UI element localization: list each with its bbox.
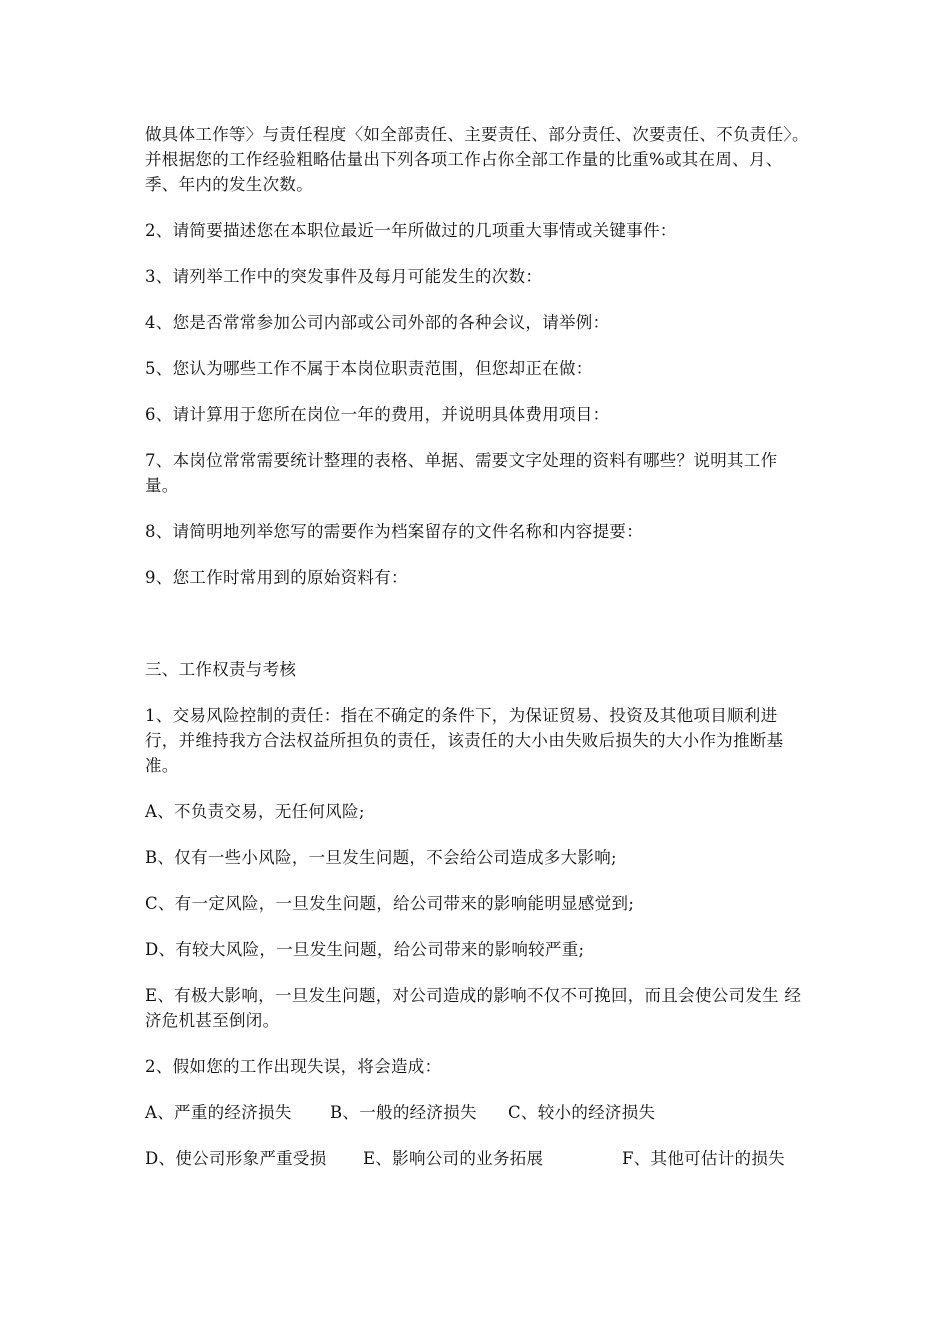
loss-option-a: A、严重的经济损失 (145, 1103, 292, 1122)
risk-option-a: A、不负责交易，无任何风险; (145, 802, 365, 821)
loss-option-c: C、较小的经济损失 (508, 1103, 656, 1122)
section-title: 三、工作权责与考核 (145, 660, 297, 679)
question-4: 4、您是否常常参加公司内部或公司外部的各种会议，请举例： (145, 313, 610, 332)
question-8: 8、请简明地列举您写的需要作为档案留存的文件名称和内容提要： (145, 522, 643, 541)
question-9: 9、您工作时常用到的原始资料有： (145, 568, 408, 587)
question-2: 2、请简要描述您在本职位最近一年所做过的几项重大事情或关键事件： (145, 221, 677, 240)
document-body (145, 122, 810, 1192)
loss-options-row-1 (145, 1100, 810, 1125)
risk-option-c: C、有一定风险，一旦发生问题，给公司带来的影响能明显感觉到; (145, 894, 635, 913)
responsibility-item-2: 2、假如您的工作出现失误，将会造成： (145, 1057, 442, 1076)
loss-option-e: E、影响公司的业务拓展 (363, 1149, 544, 1168)
loss-option-d: D、使公司形象严重受损 (145, 1149, 327, 1168)
question-5: 5、您认为哪些工作不属于本岗位职责范围，但您却正在做： (145, 359, 593, 378)
loss-option-b: B、一般的经济损失 (330, 1103, 477, 1122)
section-gap (145, 611, 810, 657)
responsibility-item-1: 1、交易风险控制的责任：指在不确定的条件下，为保证贸易、投资及其他项目顺利进行，并维持我方合法权益所担负的责任，该责任的大小由失败后损失的大小作为推断基准。 (145, 706, 784, 775)
risk-option-d: D、有较大风险，一旦发生问题，给公司带来的影响较严重; (145, 940, 585, 959)
risk-option-e: E、有极大影响，一旦发生问题，对公司造成的影响不仅不可挽回，而且会使公司发生 经济危机甚至倒闭。 (145, 986, 802, 1030)
question-6: 6、请计算用于您所在岗位一年的费用，并说明具体费用项目： (145, 405, 610, 424)
loss-option-f: F、其他可估计的损失 (622, 1149, 785, 1168)
risk-option-b: B、仅有一些小风险，一旦发生问题，不会给公司造成多大影响; (145, 848, 617, 867)
loss-options-row-2 (145, 1146, 810, 1171)
question-3: 3、请列举工作中的突发事件及每月可能发生的次数： (145, 267, 543, 286)
paragraph-intro-continued: 做具体工作等〉与责任程度〈如全部责任、主要责任、部分责任、次要责任、不负责任〉。并根据您的工作经验粗略估量出下列各项工作占你全部工作量的比重%或其在周、月、季、年内的发生次数。 (145, 125, 809, 194)
question-7: 7、本岗位常常需要统计整理的表格、单据、需要文字处理的资料有哪些？说明其工作量。 (145, 451, 778, 495)
